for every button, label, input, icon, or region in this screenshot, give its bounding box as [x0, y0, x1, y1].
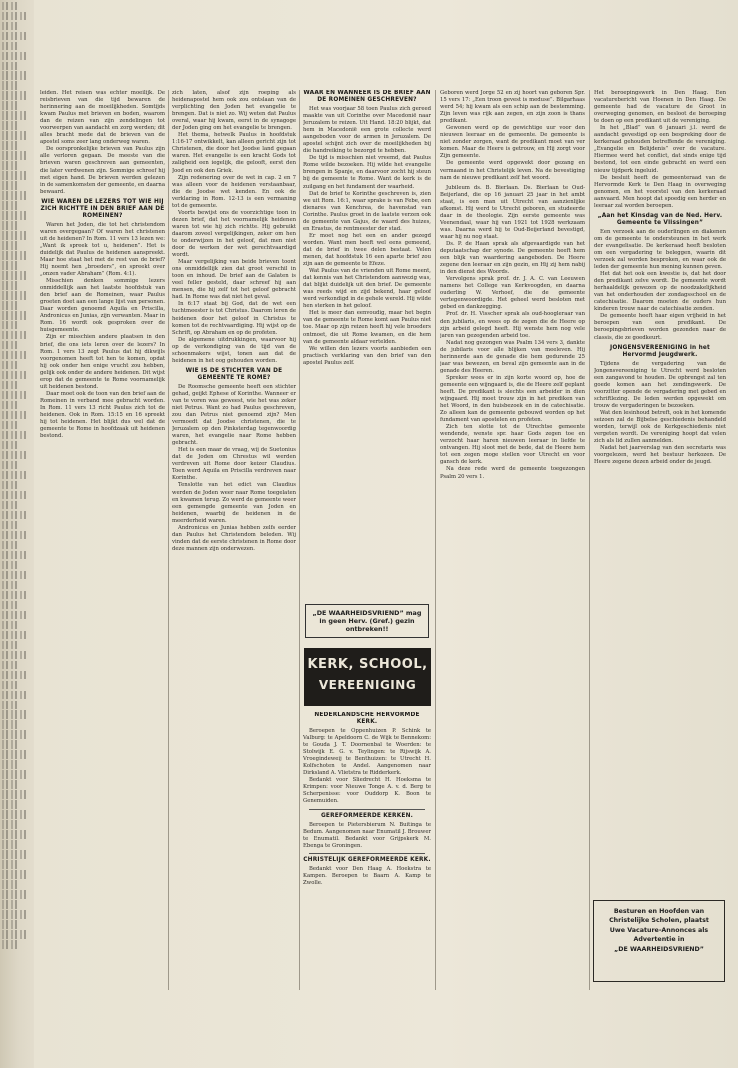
bleed-text-line [2, 701, 20, 709]
bleed-text-line [2, 760, 20, 768]
bleed-text-line [2, 491, 27, 499]
ad-line: Christelijke Scholen, plaatst [609, 917, 709, 925]
bleed-text-line [2, 141, 20, 149]
bleed-text-line [2, 52, 27, 60]
bleed-text-line [2, 591, 27, 599]
article-paragraph: Prof. dr. H. Visscher sprak als oud-hoogleraar van den jubilaris, en wees op de zegen die de Heere op zijn arbeid gelegd heeft. Hij wenste hem nog vele jaren van gezegenden arbeid toe. [440, 311, 585, 339]
article-paragraph: In 6:17 staat bij God, dat de wet een tuchtmeester is tot Christus. Daarom leren de heidenen door het geloof in Christus te komen tot de rechtvaardiging. Hij wijst op de Schrift, op Abraham en op de profeten. [172, 301, 296, 336]
subscription-notice-box: „DE WAARHEIDSVRIEND” mag in geen Herv. (Gref.) gezin ontbreken!! [305, 604, 429, 638]
ad-line: Advertentie in [633, 936, 685, 944]
bleed-text-line [2, 681, 20, 689]
article-paragraph: Voorts bewijst ons de voorzichtige toon in dezen brief, dat het voornamelijk heidenen waren tot wie hij zich richtte. Hij gebruikt daarom zoveel vergelijkingen, zeker om hen te onderwijzen in het geloof, dat men niet door de werken der wet gerechtvaardigd wordt. [172, 209, 296, 259]
bleed-text-line [2, 481, 20, 489]
bleed-text-line [2, 800, 20, 808]
bleed-text-line [2, 451, 27, 459]
article-paragraph: Bedankt voor Den Haag A. Hoekstra te Kampen. Beroepen te Baarn A. Kamp te Zwolle. [303, 865, 431, 886]
bleed-text-line [2, 12, 27, 20]
article-column-2 [172, 90, 296, 985]
article-paragraph: Het was voorjaar 58 toen Paulus zich gereed maakte van uit Corinthe over Macedonië naar Jeruzalem te reizen. Uit Hand. 18:20 blijkt, dat hem in Macedonië een grote collecte werd aangeboden voor de armen in Jeruzalem. De apostel schijnt zich over de moeilijkheden bij die handreiking te bezorgd te hebben. [303, 106, 431, 155]
bleed-text-line [2, 830, 27, 838]
article-column-1 [40, 90, 165, 985]
bleed-text-line [2, 161, 20, 169]
bleed-text-line [2, 750, 27, 758]
section-heading: WIE IS DE STICHTER VAN DE GEMEENTE TE ROME? [185, 367, 283, 381]
bleed-text-line [2, 780, 20, 788]
article-paragraph: Het dat het ook een kwestie is, dat het door den predikant zelve wordt. De gemeente wordt herhaaldelijk gewezen op de noodzakelijkheid van het onderhouden der zondagsschool en de catechisatie. Daarom moeten de ouders hun kinderen trouw naar de catechisatie zenden. [594, 271, 726, 313]
bleed-text-line [2, 501, 20, 509]
article-paragraph: Het beroepingswerk in Den Haag. Een vacaturebericht van Hoenen in Den Haag. De gemeente had de vacature de Groot in overweging genomen, en besloot de beroeping te doen op een predikant uit de vereniging. [594, 90, 726, 125]
column-rule [435, 90, 436, 990]
bleed-text-line [2, 920, 20, 928]
bleed-text-line [2, 42, 20, 50]
bleed-text-line [2, 261, 20, 269]
bleed-text-line [2, 271, 27, 279]
banner-line-1: KERK, SCHOOL, [307, 657, 428, 672]
bleed-text-line [2, 730, 27, 738]
bleed-text-line [2, 311, 27, 319]
divider [309, 809, 425, 810]
bleed-text-line [2, 181, 20, 189]
article-paragraph: De gemeente heeft haar eigen vrijheid in het beroepen van een predikant. De beroepingsbrieven worden gezonden naar de classis, die ze goedkeurt. [594, 313, 726, 341]
church-news-column [303, 712, 431, 985]
article-paragraph: Maar vergelijking van beide brieven toont ons onmiddellijk zien dat groot verschil in toon en inhoud. De brief aan de Galaten is veel feller gesteld, daar schreef hij aan mensen, die hij zelf tot het geloof gebracht had. In Rome was dat niet het geval. [172, 259, 296, 301]
article-paragraph: De gemeente werd opgewekt door gezang en vermaand in het Christelijk leven. Na de bevestiging nam de nieuwe predikant zelf het woord. [440, 160, 585, 181]
column-rule [168, 90, 169, 990]
bleed-text-line [2, 411, 27, 419]
bleed-text-line [2, 421, 20, 429]
article-paragraph: Jubileum ds. B. Bierlaan. Ds. Bierlaan te Oud-Beijerland, die op 16 januari 25 jaar in het ambt staat, is een man uit Utrecht van aanzienlijke afkomst. Hij werd te Utrecht geboren, en studeerde daar in de theologie. Zijn eerste gemeente was Veenendaal, waar hij van 1921 tot 1928 werkzaam was. Daarna werd hij te Oud-Beijerland bevestigd, waar hij nu nog staat. [440, 184, 585, 240]
bleed-text-line [2, 211, 27, 219]
ad-line: „DE WAARHEIDSVRIEND” [614, 945, 704, 953]
section-heading: WAAR EN WANNEER IS DE BRIEF AAN DE ROMEINEN GESCHREVEN? [303, 90, 431, 103]
bleed-text-line [2, 91, 27, 99]
section-heading: CHRISTELIJK GEREFORMEERDE KERK. [303, 856, 431, 863]
bleed-text-line [2, 710, 27, 718]
bleed-text-line [2, 231, 27, 239]
bleed-text-line [2, 910, 27, 918]
bleed-text-line [2, 541, 20, 549]
bleed-text-line [2, 521, 20, 529]
bleed-text-line [2, 101, 20, 109]
article-paragraph: Spreker wees er in zijn korte woord op, hoe de gemeente een wijngaard is, die de Heere zelf geplant heeft. De predikant is slechts een arbeider in dien wijngaard. Hij moet trouw zijn in het prediken van het Woord, in den huisbezoek en in de catechisatie. Zo alleen kan de gemeente gebouwd worden op het fundament van apostelen en profeten. [440, 374, 585, 424]
bleed-text-line [2, 32, 27, 40]
ad-line: Besturen en Hoofden van [613, 908, 705, 915]
article-paragraph: De besluit heeft de gemeenteraad van de Hervormde Kerk te Den Haag in overweging genomen, en het voorstel van den kerkeraad aanvaard. Men hoopt dat spoedig een herder en leeraar zal worden beroepen. [594, 174, 726, 209]
bleed-text-line [2, 601, 20, 609]
bleed-text-line [2, 880, 20, 888]
article-paragraph: De algemene uitdrukkingen, waarvoor hij op de verkondiging van de tijd van de schoenmakers wijst, tonen aan dat de heidenen in het oog gehouden worden. [172, 336, 296, 364]
bleed-text-line [2, 191, 27, 199]
bleed-text-line [2, 171, 27, 179]
bleed-text-line [2, 720, 20, 728]
article-paragraph: Zijn redenering over de wet in cap. 2 en 7 was alleen voor de heidenen verstaanbaar, die de Joodse wet kenden. En ook de verklaring in Rom. 12-13 is een vermaning tot de gemeente. [172, 174, 296, 209]
column-rule [299, 90, 300, 990]
section-heading: WIE WAREN DE LEZERS TOT WIE HIJ ZICH RICHTTE IN DEN BRIEF AAN DE ROMEINEN? [40, 198, 165, 219]
bleed-text-line [2, 62, 20, 70]
article-paragraph: zich laten, alsof zijn roeping als heidenapostel hem ook zou ontslaan van de verplichting den Joden het evangelie te brengen. Dat is niet zo. Wij weten dat Paulus overal, waar hij kwam, eerst in de synagoge der Joden ging om het evangelie te brengen. [172, 90, 296, 132]
bleed-text-line [2, 691, 27, 699]
article-paragraph: Andronicus en Junias hebben zelfs eerder dan Paulus het Christendom beleden. Wij vinden dat de eerste christenen in Rome door deze mannen zijn onderwezen. [172, 524, 296, 552]
bleed-text-line [2, 770, 27, 778]
article-paragraph: Bedankt voor Sliedrecht H. Hoeksma te Krimpen: voor Nieuwe Tonge A. v. d. Berg te Scherpenisse: voor Ouddorp K. Boon te Genemuiden. [303, 777, 431, 805]
article-paragraph: Het is meer dan eenvoudig, maar het begin van de gemeente te Rome komt aan Paulus niet toe. Maar op zijn reizen heeft hij vele broeders ontmoet, die uit Rome kwamen, en die hem van de gemeente aldaar vertelden. [303, 310, 431, 345]
bleed-text-line [2, 241, 20, 249]
article-paragraph: Een verzoek aan de ouderlingen en diakenen om de gemeente te ondersteunen in het werk der evangelisatie. De kerkeraad heeft besloten om een vergadering te beleggen, waarin dit verzoek zal worden besproken, en waar ook de leden der gemeente hun mening kunnen geven. [594, 228, 726, 271]
article-paragraph: In het „Blad” van 6 januari j.l. werd de aandacht gevestigd op een bespreking door de kerkeraad gehouden betreffende de vereniging. „Evangelie en Belijdenis” over de vacature. Hiermee werd het conflict, dat sinds enige tijd bestond, tot een einde gebracht en werd een nieuw tijdperk ingeluid. [594, 125, 726, 174]
bleed-text-line [2, 441, 20, 449]
bleed-text-line [2, 571, 27, 579]
bleed-text-line [2, 321, 20, 329]
article-paragraph: De oorspronkelijke brieven van Paulus zijn alle verloren gegaan. De meeste van die brieven waren geschreven aan gemeenten, die later verdwenen zijn. Sommige schreef hij met eigen hand. De brieven werden gelezen in de samenkomsten der gemeente, en daarna bewaard. [40, 146, 165, 195]
article-paragraph: Het thema, hetwelk Paulus in hoofdstuk 1:16-17 ontwikkelt, kan alleen gericht zijn tot Christenen, die door het Joodse land gegaan waren. Het evangelie is een kracht Gods tot zaligheid een iegelijk, die gelooft, eerst den Jood en ook den Griek. [172, 132, 296, 174]
article-paragraph: Ds. P. de Haan sprak als afgevaardigde van het deputaatschap der synode. De gemeente heeft hem een blijk van waardering aangeboden. De Heere zegene den leeraar en zijn gezin, en Hij zij hem nabij in den dienst des Woords. [440, 240, 585, 276]
bleed-text-line [2, 890, 27, 898]
article-column-3-top [303, 90, 431, 630]
ad-line: Uwe Vacature-Annonces als [609, 926, 709, 934]
article-paragraph: Misschien denken sommige lezers onmiddellijk aan het laatste hoofdstuk van den brief aan de Romeinen, waar Paulus groeten doet aan een lange lijst van personen. Daar worden genoemd Aquila en Priscilla, Andronicus en Junias, zijn verwanten. Maar in Rom. 16 wordt ook gesproken over de huisgemeente. [40, 278, 165, 334]
bleed-text-line [2, 381, 20, 389]
bleed-text-line [2, 671, 27, 679]
bleed-text-line [2, 391, 27, 399]
article-paragraph: Nadat het jaarverslag van den secretaris was voorgelezen, werd het bestuur herkozen. De Heere zegene dezen arbeid onder de jeugd. [594, 445, 726, 466]
bleed-text-line [2, 641, 20, 649]
bleed-text-line [2, 930, 27, 938]
divider [309, 853, 425, 854]
article-paragraph: Zijn er misschien andere plaatsen in den brief, die ons iets leren over de lezers? In Rom. 1 vers 13 zegt Paulus dat hij dikwijls voorgenomen heeft tot hen te komen, opdat hij ook onder hen enige vrucht zou hebben, gelijk ook onder de andere heidenen. Dit wijst erop dat de gemeente te Rome voornamelijk uit heidenen bestond. [40, 334, 165, 390]
bleed-text-line [2, 551, 27, 559]
bleed-text-line [2, 71, 27, 79]
article-paragraph: Nadat nog gezongen was Psalm 134 vers 3, dankte de jubilaris voor alle blijken van meeleven. Hij herinnerde aan de genade die hem gedurende 25 jaar was bewezen, en beval zijn gemeente aan in de genade des Heeren. [440, 339, 585, 374]
bleed-text-line [2, 621, 20, 629]
bleed-text-line [2, 651, 27, 659]
section-heading: GEREFORMEERDE KERKEN. [320, 812, 414, 819]
article-paragraph: Tijdens de vergadering van de Jongensvereeniging te Utrecht werd besloten een zangavond te houden. De opbrengst zal ten goede komen aan het zendingswerk. De voorzitter opende de vergadering met gebed en schriftlezing. De leden werden opgewekt om trouw de vergaderingen te bezoeken. [594, 360, 726, 409]
article-paragraph: leiden. Het reisen was echter moeilijk. De reisbrieven van die tijd bewaren de herinnering aan de moeilijkheden. Somtijds kwam Paulus met brieven en boden, waarom dan de reizen van zijn zendelingen tot voorwerpen van aandacht en zorg werden; dit alles bracht mede dat de brieven van de apostel soms zeer lang onderweg waren. [40, 90, 165, 146]
bleed-text-line [2, 201, 20, 209]
article-paragraph: Daar moet ook de toon van den brief aan de Romeinen in verband mee gebracht worden. In Rom. 11 vers 13 richt Paulus zich tot de heidenen. Ook in Rom. 15:15 en 16 spreekt hij tot heidenen. Het blijkt dus wel dat de gemeente te Rome in hoofdzaak uit heidenen bestond. [40, 390, 165, 440]
bleed-text-line [2, 291, 27, 299]
bleed-text-line [2, 810, 27, 818]
article-paragraph: Er moet nog het een en ander gezegd worden. Want men heeft wel eens gemeend, dat de brief in twee delen bestaat. Velen menen, dat hoofdstuk 16 een aparte brief zou zijn aan de gemeente te Efeze. [303, 232, 431, 268]
article-paragraph: Het is een maar de vraag, wij de Suetonius dat de Joden om Chrestus wil werden verdreven uit Rome door keizer Claudius. Toen werd Aquila en Priscilla verdreven naar Korinthe. [172, 447, 296, 482]
bleed-text-line [2, 371, 27, 379]
bleed-text-line [2, 860, 20, 868]
bleed-text-line [2, 740, 20, 748]
bleed-text-line [2, 281, 20, 289]
bleed-text-line [2, 351, 27, 359]
article-paragraph: Gewonen werd op de gewichtige uur voor den nieuwen leeraar en de gemeente. De gemeente is niet zonder zorgen, want de predikant moet van ver komen. Maar de Heere is getrouw, en Hij zorgt voor Zijn gemeente. [440, 125, 585, 160]
section-heading: „Aan het Kinsdag van de Ned. Herv. Gemeente te Vlissingen” [597, 212, 723, 226]
bleed-text-line [2, 581, 20, 589]
article-paragraph: Zich ten slotte tot de Utrechtse gemeente wendende, wenste spr. haar Gods zegen toe en verzocht haar haren nieuwen leeraar in liefde te ontvangen. Hij sloot met de bede, dat de Heere hem tot een zegen moge stellen voor Utrecht en voor gansch de kerk. [440, 424, 585, 466]
bleed-text-line [2, 631, 27, 639]
banner-line-2: VEREENIGING [318, 678, 417, 692]
bleed-text-line [2, 900, 20, 908]
article-paragraph: De Roomsche gemeente heeft een stichter gehad, geijkt Ephese of Korinthe. Wanneer er van te voren was geweest, wie het was zeker niet Petrus. Want zo had Paulus geschreven, zou dan Petrus niet genoemd zijn? Men vermoedt dat Joodse christenen, die te Jeruzalem op den Pinksterdag tegenwoordig waren, het evangelie naar Rome hebben gebracht. [172, 383, 296, 447]
article-paragraph: Geboren werd Jorge 52 en zij hoort van geboren Spr. 15 vers 17: „Een troon gevest is meduse”. Bilgarhaas werd 54; hij kwam als een schip aan de bestemming. Zijn leven was rijk aan zegen, en zijn zoon is thans predikant. [440, 90, 585, 125]
bleed-text-line [2, 22, 20, 30]
section-heading: JONGENSVEREENIGING in het Hervormd Jeugdwerk. [609, 344, 711, 358]
bleed-text-line [2, 471, 27, 479]
bleed-text-line [2, 820, 20, 828]
bleed-text-line [2, 301, 20, 309]
bleed-text-line [2, 790, 27, 798]
bleed-text-line [2, 840, 20, 848]
article-column-4 [440, 90, 585, 985]
bleed-text-line [2, 561, 20, 569]
vacature-advertisement-box [593, 900, 725, 982]
bleed-text-line [2, 401, 20, 409]
article-paragraph: Dat de brief te Korinthe geschreven is, zien we uit Rom. 16:1, waar sprake is van Febe, een dienares van Kenchrea, de havenstad van Corinthe. Paulus groet in de laatste verzen ook de gemeente van Gajus, de waard des huizes, en Erastus, de rentmeester der stad. [303, 190, 431, 232]
bleed-text-line [2, 431, 27, 439]
article-paragraph: Waren het Joden, die tot het christendom waren overgegaan? Of waren het christenen uit de heidenen? In Rom. 11 vers 13 lezen we: „Want ik spreek tot u, heidenen”. Het is duidelijk dat Paulus de heidenen aanspreekt. Maar hoe staat het met de rest van de brief? Hij noemt hen „broeders”, en spreekt over „onzen vader Abraham” (Rom. 4:1). [40, 221, 165, 278]
bleed-text-line [2, 2, 20, 10]
bleed-text-line [2, 461, 20, 469]
bleed-text-line [2, 131, 27, 139]
bleed-text-line [2, 511, 27, 519]
bleed-text-line [2, 341, 20, 349]
bleed-text-line [2, 531, 27, 539]
article-paragraph: We willen den lezers voorts aanbieden een practisch verklaring van den brief van den apostel Paulus zelf. [303, 345, 431, 366]
bleed-text-line [2, 251, 27, 259]
bleed-text-line [2, 221, 20, 229]
article-column-5 [594, 90, 726, 890]
bleed-text-line [2, 81, 20, 89]
subscription-box-wrap [303, 604, 431, 644]
previous-page-bleed [0, 0, 36, 1068]
bleed-text-line [2, 111, 27, 119]
section-heading: NEDERLANDSCHE HERVORMDE KERK. [314, 712, 420, 725]
article-paragraph: Wat Paulus van de vrienden uit Rome meent, dat kennis van het Christendom aanwezig was, dat blijkt duidelijk uit den brief. De gemeente was reeds wijd en zijd bekend, haar geloof werd verkondigd in de gehele wereld. Hij wilde hen sterken in het geloof. [303, 268, 431, 310]
article-paragraph: Vervolgens sprak prof. dr. J. A. C. van Leeuwen namens het College van Kerkvoogden, en daarna ouderling W. Verhoef, die de gemeente vertegenwoordigde. Het geheel werd besloten met gebed en dankzegging. [440, 276, 585, 311]
column-rule [589, 90, 590, 990]
bleed-text-line [2, 611, 27, 619]
bleed-text-line [2, 870, 27, 878]
article-paragraph: De tijd is misschien niet vreemd, dat Paulus Rome wilde bezoeken. Hij wilde het evangelie brengen in Spanje, en daarvoor zocht hij steun bij de gemeente te Rome. Want de kerk is de zuilgang en het fundament der waarheid. [303, 155, 431, 190]
bleed-text-line [2, 940, 20, 948]
bleed-text-line [2, 151, 27, 159]
article-paragraph: Tenslotte van het edict van Claudius werden de Joden weer naar Rome toegelaten en kwamen terug. Zo werd de gemeente weer een gemengde gemeente van Joden en heidenen, waarbij de heidenen in de meerderheid waren. [172, 482, 296, 524]
bleed-text-line [2, 850, 27, 858]
article-paragraph: Beroepen te Pietersbierum N. Buitinga te Bedum. Aangenomen naar Enumatil J. Brouwer te Enumatil. Bedankt voor Grijpskerk M. Ebenga te Groningen. [303, 821, 431, 849]
bleed-text-line [2, 361, 20, 369]
article-paragraph: Na deze rede werd de gemeente toegezongen Psalm 20 vers 1. [440, 466, 585, 480]
bleed-text-line [2, 121, 20, 129]
kerk-school-vereeniging-banner [304, 648, 431, 706]
bleed-text-line [2, 661, 20, 669]
article-paragraph: Wat den lesinhoud betreft, ook in het komende seizoen zal de Bijbelse geschiedenis behandeld worden, terwijl ook de Kerkgeschiedenis niet vergeten wordt. De vereniging hoopt dat velen zich als lid zullen aanmelden. [594, 409, 726, 445]
bleed-text-line [2, 331, 27, 339]
article-paragraph: Beroepen te Oppenhuizen P. Schink te Valburg: te Apeldoorn C. de Wijk te Bennekom: te Gouda J. T. Doornenbal te Woerden: te Stolwijk E. G. v. Teylingen: te Rijswijk A. Vroegindeweij te Benthuizen: te Utrecht H. Kolfschoten te Andel. Aangenomen naar Dirksland A. Vlietstra te Ridderkerk. [303, 728, 431, 777]
